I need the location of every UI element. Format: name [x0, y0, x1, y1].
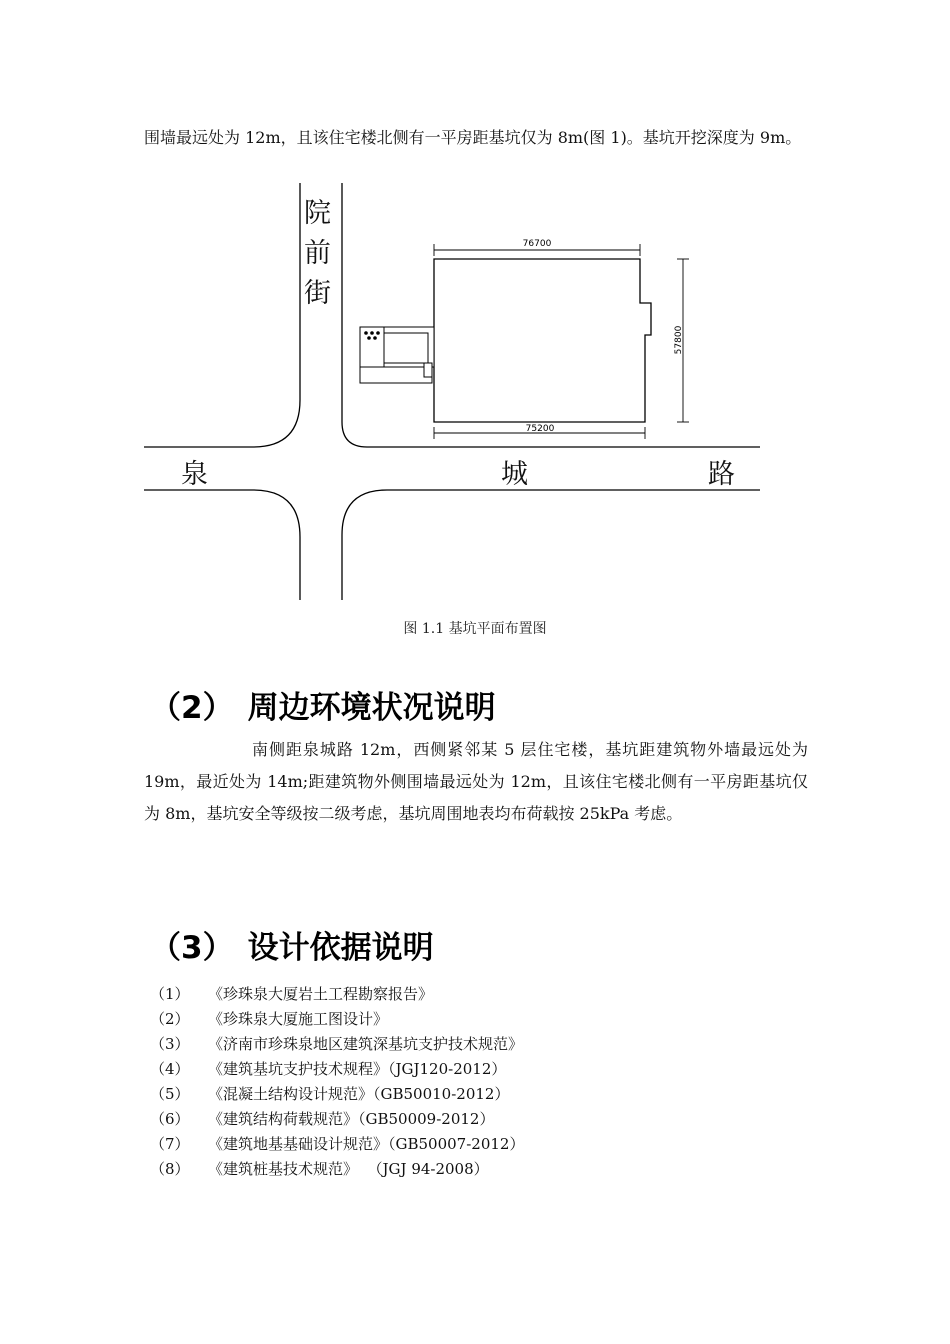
- reference-index: （2）: [150, 1010, 190, 1028]
- foundation-pit-outline: [434, 259, 651, 422]
- section2-title: 周边环境状况说明: [247, 690, 496, 726]
- street-label-horizontal-1: 泉: [181, 459, 208, 490]
- reference-index: （5）: [150, 1085, 190, 1103]
- reference-index: （4）: [150, 1060, 190, 1078]
- road-edge-northeast: [342, 183, 760, 447]
- section3-title: 设计依据说明: [247, 930, 434, 966]
- street-label-vertical-2: 前: [304, 238, 331, 269]
- reference-item: [150, 982, 524, 1007]
- adjacent-residential-building: [360, 327, 434, 383]
- section3-heading: [150, 922, 434, 967]
- intro-paragraph: 围墙最远处为 12m，且该住宅楼北侧有一平房距基坑仅为 8m(图 1)。基坑开挖深度为 9m。: [144, 128, 802, 147]
- road-edge-southwest: [144, 490, 300, 600]
- reference-index: （7）: [150, 1135, 190, 1153]
- reference-item: [150, 1157, 524, 1182]
- section2-heading: [150, 682, 496, 727]
- street-label-vertical-1: 院: [304, 198, 331, 229]
- street-label-horizontal-2: 城: [501, 459, 528, 490]
- reference-text: 《建筑基坑支护技术规程》（JGJ120-2012）: [208, 1060, 507, 1078]
- figure-caption: 图 1.1 基坑平面布置图: [403, 621, 547, 637]
- reference-text: 《建筑桩基技术规范》 （JGJ 94-2008）: [208, 1160, 489, 1178]
- road-edge-southeast: [342, 490, 760, 600]
- reference-item: [150, 1082, 524, 1107]
- section3-number: （3）: [150, 930, 234, 966]
- reference-text: 《建筑结构荷载规范》（GB50009-2012）: [208, 1110, 495, 1128]
- reference-text: 《混凝土结构设计规范》（GB50010-2012）: [208, 1085, 510, 1103]
- reference-item: [150, 1032, 524, 1057]
- reference-text: 《济南市珍珠泉地区建筑深基坑支护技术规范》: [208, 1035, 524, 1053]
- reference-list: [150, 982, 524, 1182]
- road-outlines: [144, 183, 760, 600]
- reference-text: 《珍珠泉大厦岩土工程勘察报告》: [208, 985, 434, 1003]
- reference-index: （6）: [150, 1110, 190, 1128]
- site-plan-figure: [0, 0, 950, 615]
- reference-item: [150, 1107, 524, 1132]
- dimension-right-label: 57800: [674, 325, 684, 355]
- reference-index: （1）: [150, 985, 190, 1003]
- reference-text: 《建筑地基基础设计规范》（GB50007-2012）: [208, 1135, 525, 1153]
- section2-body: 南侧距泉城路 12m，西侧紧邻某 5 层住宅楼，基坑距建筑物外墙最远处为 19m，最近处为 14m;距建筑物外侧围墙最远处为 12m，且该住宅楼北侧有一平房距基坑仅为 8m，基坑安全等级按二级考虑，基坑周围地表均布荷载按 25kPa 考虑。: [144, 740, 808, 823]
- street-label-horizontal-3: 路: [708, 459, 735, 490]
- reference-text: 《珍珠泉大厦施工图设计》: [208, 1010, 389, 1028]
- street-label-vertical-3: 街: [304, 278, 331, 309]
- dimension-top-label: 76700: [522, 239, 552, 249]
- road-edge-northwest: [144, 183, 300, 447]
- reference-index: （8）: [150, 1160, 190, 1178]
- section2-number: （2）: [150, 690, 234, 726]
- dimension-bottom-label: 75200: [525, 424, 555, 434]
- reference-item: [150, 1132, 524, 1157]
- reference-index: （3）: [150, 1035, 190, 1053]
- reference-item: [150, 1007, 524, 1032]
- reference-item: [150, 1057, 524, 1082]
